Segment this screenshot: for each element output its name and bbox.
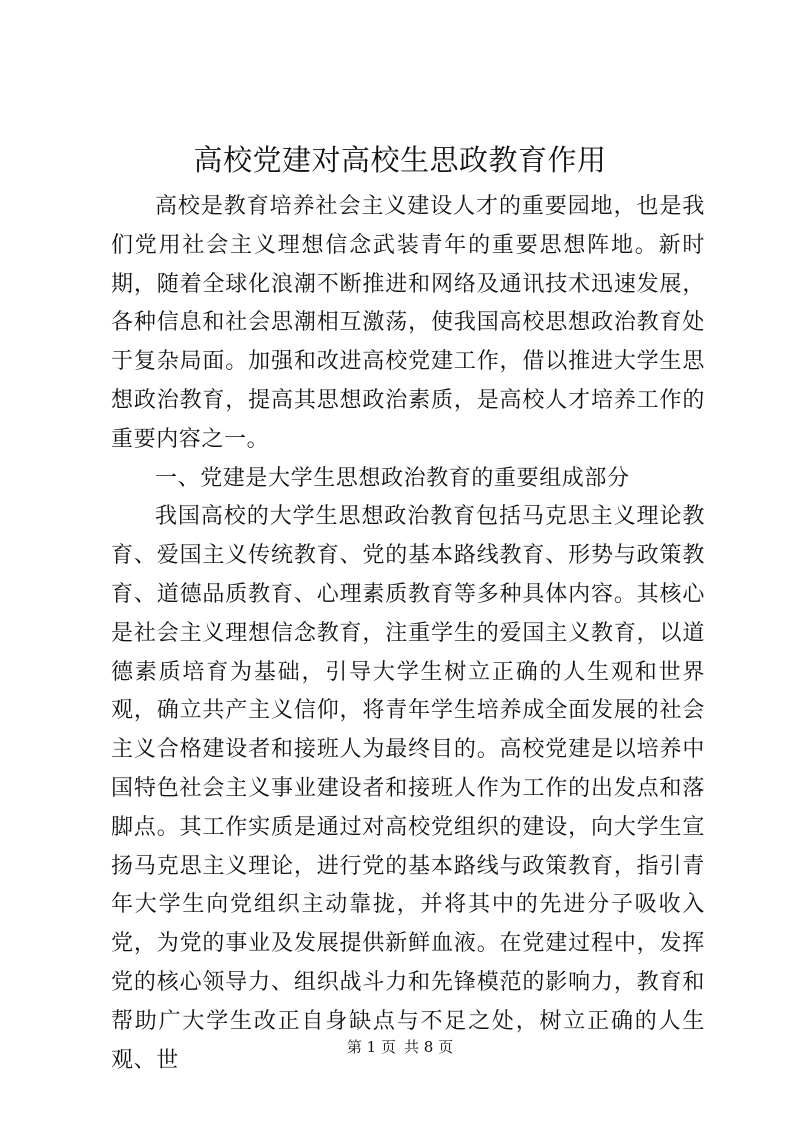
- section-heading: 一、党建是大学生思想政治教育的重要组成部分: [155, 465, 630, 491]
- page-total: 共 8 页: [404, 1038, 454, 1056]
- document-body: [111, 188, 705, 1080]
- document-title: 高校党建对高校生思政教育作用: [193, 143, 607, 177]
- page-footer: [0, 1037, 800, 1057]
- intro-paragraph: 高校是教育培养社会主义建设人才的重要园地，也是我们党用社会主义理想信念武装青年的重要思想阵地。新时期，随着全球化浪潮不断推进和网络及通讯技术迅速发展，各种信息和社会思潮相互激荡，使我国高校思想政治教育处于复杂局面。加强和改进高校党建工作，借以推进大学生思想政治教育，提高其思想政治素质，是高校人才培养工作的重要内容之一。: [111, 194, 705, 452]
- page-number: 第 1 页: [346, 1038, 396, 1056]
- body-paragraph: 我国高校的大学生思想政治教育包括马克思主义理论教育、爱国主义传统教育、党的基本路线教育、形势与政策教育、道德品质教育、心理素质教育等多种具体内容。其核心是社会主义理想信念教育，注重学生的爱国主义教育，以道德素质培育为基础，引导大学生树立正确的人生观和世界观，确立共产主义信仰，将青年学生培养成全面发展的社会主义合格建设者和接班人为最终目的。高校党建是以培养中国特色社会主义事业建设者和接班人作为工作的出发点和落脚点。其工作实质是通过对高校党组织的建设，向大学生宣扬马克思主义理论，进行党的基本路线与政策教育，指引青年大学生向党组织主动靠拢，并将其中的先进分子吸收入党，为党的事业及发展提供新鲜血液。在党建过程中，发挥党的核心领导力、组织战斗力和先锋模范的影响力，教育和帮助广大学生改正自身缺点与不足之处，树立正确的人生观、世: [111, 504, 705, 1073]
